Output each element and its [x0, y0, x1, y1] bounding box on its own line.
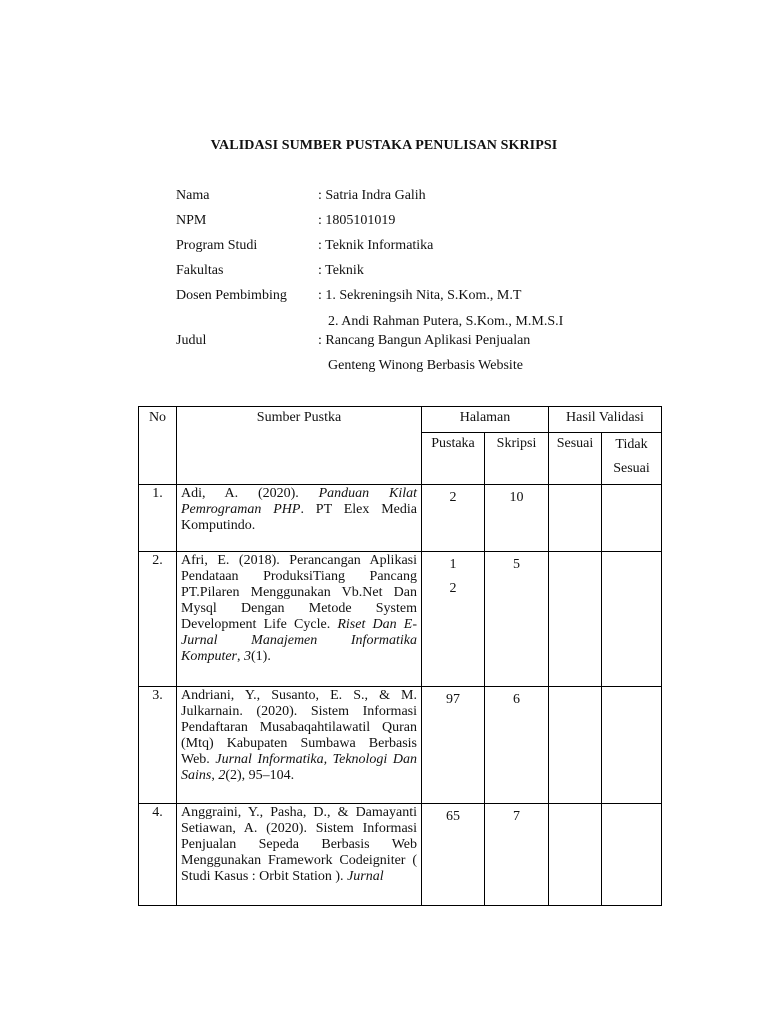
ref-text: (1). [251, 649, 271, 664]
skripsi-page-cell [485, 485, 549, 552]
npm-label: NPM [176, 213, 207, 228]
table-row [139, 687, 662, 804]
ref-text: Andriani, Y., Susanto, E. S., & M. Julkarnain. (2020). Sistem Informasi Pendaftaran Musabaqahtilawatil Quran (Mtq) Kabupaten Sumbawa Berbasis Web. [181, 688, 417, 767]
ref-text: Anggraini, Y., Pasha, D., & Damayanti Setiawan, A. (2020). Sistem Informasi Penjualan Sepeda Berbasis Web Menggunakan Framework Codeigniter ( Studi Kasus : Orbit Station ). [181, 805, 417, 884]
header-sumber: Sumber Pustka [177, 407, 422, 485]
tidak-sesuai-cell[interactable] [602, 552, 662, 687]
header-sesuai: Sesuai [549, 433, 602, 485]
skripsi-page-cell [485, 552, 549, 687]
skripsi-page: 5 [513, 557, 520, 572]
pustaka-page: 2 [449, 581, 457, 596]
ref-text: Afri, E. (2018). Perancangan Aplikasi Pendataan ProduksiTiang Pancang PT.Pilaren Menggunakan Vb.Net Dan Mysql Dengan Metode System Development Life Cycle. [181, 553, 417, 632]
dosen-label: Dosen Pembimbing [176, 288, 287, 303]
skripsi-page-cell [485, 804, 549, 906]
row-number: 2. [139, 552, 177, 687]
ref-title: Jurnal [347, 869, 384, 884]
reference-cell [177, 687, 422, 804]
pustaka-page-cell [422, 687, 485, 804]
ref-text: (2), 95–104. [225, 768, 295, 783]
pustaka-page: 2 [449, 490, 457, 505]
sesuai-cell[interactable] [549, 687, 602, 804]
skripsi-page: 6 [513, 692, 520, 707]
ref-text: , [211, 768, 219, 783]
ref-text: , [237, 649, 244, 664]
prodi-value: : Teknik Informatika [318, 238, 434, 253]
reference-cell [177, 804, 422, 906]
fakultas-value: : Teknik [318, 263, 364, 278]
pustaka-page-cell [422, 485, 485, 552]
page-title: VALIDASI SUMBER PUSTAKA PENULISAN SKRIPSI [210, 138, 558, 153]
pustaka-page: 65 [446, 809, 460, 824]
pustaka-page: 1 [449, 557, 457, 572]
header-tidak-2: Sesuai [613, 461, 650, 476]
ref-title: Riset Dan E-Jurnal Manajemen Informatika Komputer [181, 617, 417, 664]
pustaka-page: 97 [446, 692, 460, 707]
ref-text: . PT Elex Media Komputindo. [181, 502, 417, 533]
dosen-value-2: 2. Andi Rahman Putera, S.Kom., M.M.S.I [328, 314, 564, 329]
pustaka-page-cell [422, 804, 485, 906]
table-header-row [139, 407, 662, 433]
row-number: 3. [139, 687, 177, 804]
tidak-sesuai-cell[interactable] [602, 687, 662, 804]
sesuai-cell[interactable] [549, 552, 602, 687]
tidak-sesuai-cell[interactable] [602, 804, 662, 906]
header-hasil-validasi: Hasil Validasi [549, 407, 662, 433]
header-no: No [139, 407, 177, 485]
judul-value: : Rancang Bangun Aplikasi Penjualan [318, 333, 531, 348]
header-tidak-sesuai [602, 433, 662, 485]
row-number: 1. [139, 485, 177, 552]
source-validation-table [138, 406, 662, 906]
skripsi-page-cell [485, 687, 549, 804]
judul-label: Judul [176, 333, 207, 348]
pustaka-page-cell [422, 552, 485, 687]
skripsi-page: 10 [509, 490, 524, 505]
npm-value: : 1805101019 [318, 213, 396, 228]
dosen-value: : 1. Sekreningsih Nita, S.Kom., M.T [318, 288, 522, 303]
header-skripsi: Skripsi [485, 433, 549, 485]
header-halaman: Halaman [422, 407, 549, 433]
reference-cell [177, 485, 422, 552]
prodi-label: Program Studi [176, 238, 258, 253]
nama-label: Nama [176, 188, 210, 203]
header-tidak: Tidak [615, 437, 648, 452]
row-number: 4. [139, 804, 177, 906]
tidak-sesuai-cell[interactable] [602, 485, 662, 552]
table-row [139, 804, 662, 906]
header-pustaka: Pustaka [422, 433, 485, 485]
ref-volume: 2 [218, 768, 226, 783]
ref-volume: 3 [244, 649, 251, 664]
ref-title: Jurnal Informatika, Teknologi Dan Sains [181, 752, 417, 783]
ref-title: Panduan Kilat Pemrograman PHP [181, 486, 417, 517]
sesuai-cell[interactable] [549, 485, 602, 552]
sesuai-cell[interactable] [549, 804, 602, 906]
judul-value-2: Genteng Winong Berbasis Website [328, 358, 523, 373]
table-row [139, 485, 662, 552]
fakultas-label: Fakultas [176, 263, 224, 278]
skripsi-page: 7 [513, 809, 520, 824]
table-row [139, 552, 662, 687]
reference-cell [177, 552, 422, 687]
ref-text: Adi, A. (2020). [181, 486, 319, 501]
nama-value: : Satria Indra Galih [318, 188, 426, 203]
